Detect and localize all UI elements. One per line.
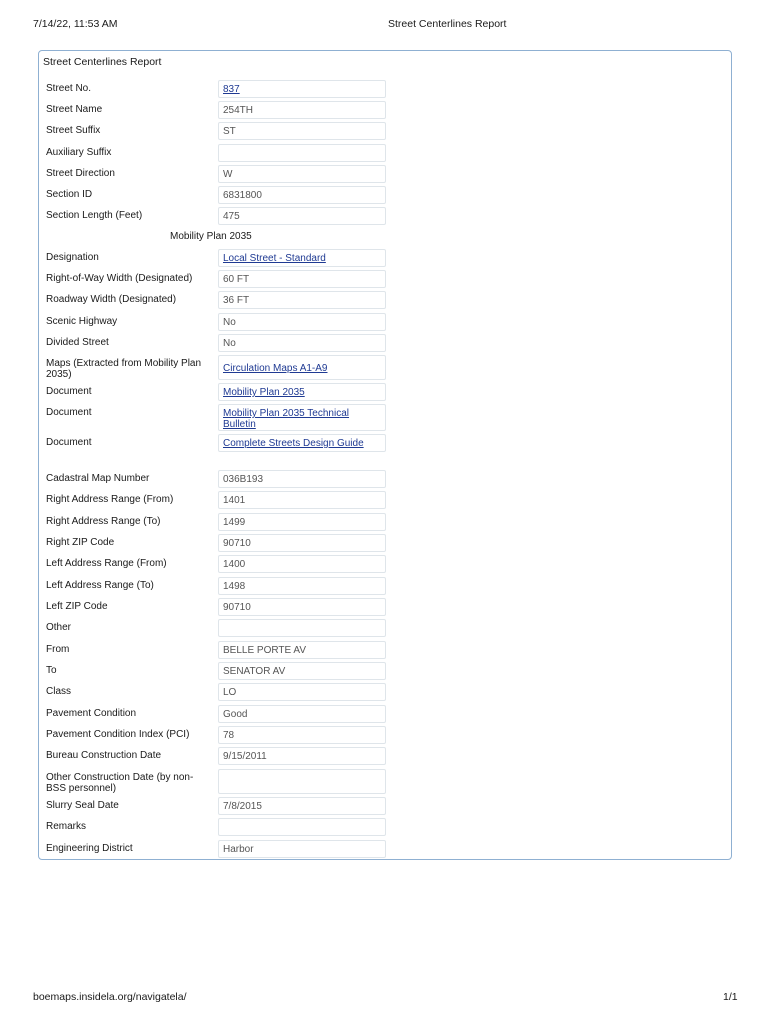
circulation-maps-link[interactable]: Circulation Maps A1-A9 — [223, 363, 328, 374]
field-value: 1401 — [223, 495, 246, 506]
field-label: Scenic Highway — [46, 316, 118, 327]
field-label: Maps (Extracted from Mobility Plan 2035) — [46, 358, 202, 380]
field-value: 90710 — [223, 602, 251, 613]
field-value: Good — [223, 709, 248, 720]
field-label: Bureau Construction Date — [46, 750, 162, 761]
field-label: Document — [46, 437, 92, 448]
print-url: boemaps.insidela.org/navigatela/ — [33, 991, 187, 1003]
field-value: ST — [223, 126, 236, 137]
field-value: 78 — [223, 730, 235, 741]
field-value: 475 — [223, 211, 240, 222]
field-value: No — [223, 317, 236, 328]
field-value: 6831800 — [223, 190, 262, 201]
designation-link[interactable]: Local Street - Standard — [223, 253, 326, 264]
field-label: Slurry Seal Date — [46, 800, 119, 811]
mobility-plan-link[interactable]: Mobility Plan 2035 — [223, 387, 305, 398]
field-label: Auxiliary Suffix — [46, 147, 112, 158]
field-value: BELLE PORTE AV — [223, 645, 307, 656]
field-value: W — [223, 169, 233, 180]
field-label: Left ZIP Code — [46, 601, 108, 612]
field-label: Right-of-Way Width (Designated) — [46, 273, 193, 284]
field-label: Class — [46, 686, 72, 697]
field-label: Street Suffix — [46, 125, 101, 136]
field-value: 036B193 — [223, 474, 264, 485]
field-label: Designation — [46, 252, 99, 263]
field-box — [218, 769, 386, 794]
field-value: 7/8/2015 — [223, 801, 262, 812]
field-value: No — [223, 338, 236, 349]
field-label: Street Direction — [46, 168, 115, 179]
field-value: 1498 — [223, 581, 246, 592]
field-label: Street No. — [46, 83, 92, 94]
field-value: 36 FT — [223, 295, 250, 306]
field-value: 1499 — [223, 517, 246, 528]
field-label: Other — [46, 622, 72, 633]
field-label: Divided Street — [46, 337, 109, 348]
street-no-link[interactable]: 837 — [223, 84, 240, 95]
field-label: Section Length (Feet) — [46, 210, 143, 221]
field-label: Left Address Range (From) — [46, 558, 167, 569]
field-box — [218, 619, 386, 637]
field-value: LO — [223, 687, 237, 698]
field-label: To — [46, 665, 57, 676]
field-label: Document — [46, 386, 92, 397]
field-label: Street Name — [46, 104, 103, 115]
field-label: Left Address Range (To) — [46, 580, 154, 591]
field-value: SENATOR AV — [223, 666, 286, 677]
field-label: Remarks — [46, 821, 87, 832]
field-value: 254TH — [223, 105, 254, 116]
field-label: Pavement Condition — [46, 708, 137, 719]
field-box — [218, 144, 386, 162]
field-value: 90710 — [223, 538, 251, 549]
field-box — [218, 818, 386, 836]
print-timestamp: 7/14/22, 11:53 AM — [33, 18, 118, 30]
field-value: 9/15/2011 — [223, 751, 267, 762]
field-label: Other Construction Date (by non-BSS personnel) — [46, 772, 194, 794]
section-heading: Mobility Plan 2035 — [170, 231, 252, 242]
field-label: Section ID — [46, 189, 93, 200]
field-label: Roadway Width (Designated) — [46, 294, 177, 305]
field-label: From — [46, 644, 70, 655]
field-label: Right Address Range (From) — [46, 494, 174, 505]
print-header-title: Street Centerlines Report — [388, 18, 507, 30]
complete-streets-link[interactable]: Complete Streets Design Guide — [223, 438, 364, 449]
field-value: 1400 — [223, 559, 246, 570]
field-value: Harbor — [223, 844, 254, 855]
report-title: Street Centerlines Report — [43, 56, 162, 68]
field-label: Right ZIP Code — [46, 537, 115, 548]
field-label: Document — [46, 407, 92, 418]
page-number: 1/1 — [723, 991, 738, 1003]
field-label: Cadastral Map Number — [46, 473, 150, 484]
field-label: Engineering District — [46, 843, 133, 854]
technical-bulletin-link[interactable]: Mobility Plan 2035 Technical Bulletin — [223, 408, 350, 430]
field-label: Pavement Condition Index (PCI) — [46, 729, 190, 740]
field-label: Right Address Range (To) — [46, 516, 161, 527]
field-value: 60 FT — [223, 274, 250, 285]
